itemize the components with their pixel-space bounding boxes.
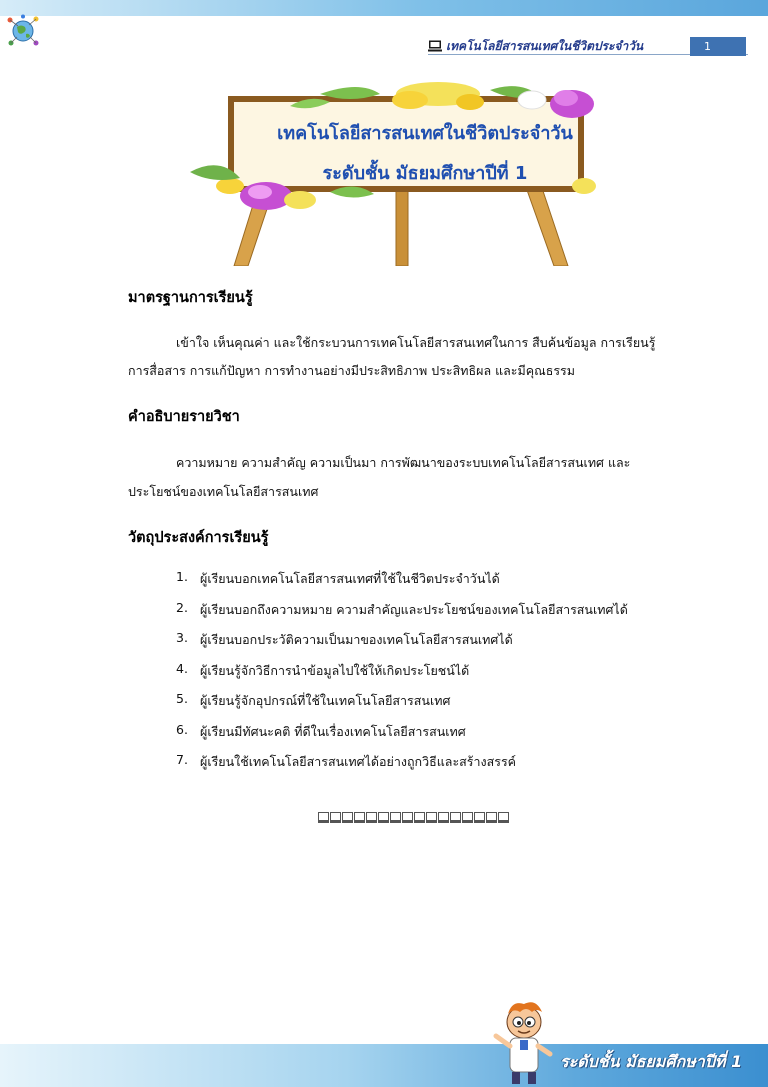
- computer-icon: [390, 812, 401, 823]
- globe-logo-icon: [6, 14, 40, 48]
- computer-icon: [450, 812, 461, 823]
- list-item-number: 4.: [176, 660, 188, 676]
- top-decorative-bar: [0, 0, 768, 16]
- running-header: [428, 37, 643, 55]
- computer-icon: [366, 812, 377, 823]
- list-item-text: ผู้เรียนบอกถึงความหมาย ความสำคัญและประโยชน์ของเทคโนโลยีสารสนเทศได้: [200, 601, 628, 617]
- computer-icon: [414, 812, 425, 823]
- list-item-text: ผู้เรียนรู้จักอุปกรณ์ที่ใช้ในเทคโนโลยีสารสนเทศ: [200, 693, 451, 708]
- list-item: [176, 722, 628, 753]
- standard-text-line2: การสื่อสาร การแก้ปัญหา การทำงานอย่างมีประสิทธิภาพ ประสิทธิผล และมีคุณธรรม: [128, 363, 576, 378]
- computer-icon: [342, 812, 353, 823]
- objectives-heading: วัตถุประสงค์การเรียนรู้: [128, 530, 269, 546]
- list-item-number: 1.: [176, 569, 188, 584]
- footer-grade-label: ระดับชั้น มัธยมศึกษาปีที่ 1: [560, 1052, 743, 1071]
- computer-icon: [474, 812, 485, 823]
- cartoon-mascot-icon: [488, 1000, 556, 1087]
- description-heading: คำอธิบายรายวิชา: [128, 409, 240, 425]
- list-item-number: 2.: [176, 599, 188, 615]
- list-item-text: ผู้เรียนรู้จักวิธีการนำข้อมูลไปใช้ให้เกิดประโยชน์ได้: [200, 662, 470, 678]
- banner-title: เทคโนโลยีสารสนเทศในชีวิตประจำวัน: [277, 123, 573, 144]
- list-item-text: ผู้เรียนบอกเทคโนโลยีสารสนเทศที่ใช้ในชีวิตประจำวันได้: [200, 571, 500, 586]
- list-item: [176, 600, 628, 631]
- computer-icon: [486, 812, 497, 823]
- list-item-text: ผู้เรียนมีทัศนะคติ ที่ดีในเรื่องเทคโนโลยีสารสนเทศ: [200, 723, 466, 739]
- list-item: [176, 661, 628, 692]
- list-item: [176, 752, 628, 783]
- list-item-text: ผู้เรียนบอกประวัติความเป็นมาของเทคโนโลยีสารสนเทศได้: [200, 632, 513, 647]
- list-item-number: 5.: [176, 691, 188, 706]
- description-text-line2: ประโยชน์ของเทคโนโลยีสารสนเทศ: [128, 484, 319, 499]
- computer-icon: [438, 812, 449, 823]
- computer-icon: [462, 812, 473, 823]
- description-text-line1: ความหมาย ความสำคัญ ความเป็นมา การพัฒนาของระบบเทคโนโลยีสารสนเทศ และ: [176, 455, 631, 470]
- computer-icon: [428, 40, 442, 52]
- computer-icon: [378, 812, 389, 823]
- computer-icon: [318, 812, 329, 823]
- ornamental-divider: [318, 812, 509, 823]
- list-item: [176, 630, 628, 661]
- running-header-title: เทคโนโลยีสารสนเทศในชีวิตประจำวัน: [446, 38, 644, 53]
- list-item-number: 7.: [176, 752, 188, 767]
- computer-icon: [498, 812, 509, 823]
- standard-text-line1: เข้าใจ เห็นคุณค่า และใช้กระบวนการเทคโนโลยีสารสนเทศในการ สืบค้นข้อมูล การเรียนรู้: [176, 335, 656, 350]
- computer-icon: [330, 812, 341, 823]
- list-item-text: ผู้เรียนใช้เทคโนโลยีสารสนเทศได้อย่างถูกวิธีและสร้างสรรค์: [200, 754, 517, 769]
- computer-icon: [354, 812, 365, 823]
- list-item-number: 6.: [176, 721, 188, 737]
- computer-icon: [402, 812, 413, 823]
- page-number-badge: 1: [690, 37, 746, 56]
- list-item: [176, 691, 628, 722]
- standard-heading: มาตรฐานการเรียนรู้: [128, 290, 253, 306]
- list-item: [176, 569, 628, 600]
- computer-icon: [426, 812, 437, 823]
- objectives-list: [176, 569, 628, 783]
- list-item-number: 3.: [176, 630, 188, 645]
- banner-subtitle: ระดับชั้น มัธยมศึกษาปีที่ 1: [322, 163, 528, 184]
